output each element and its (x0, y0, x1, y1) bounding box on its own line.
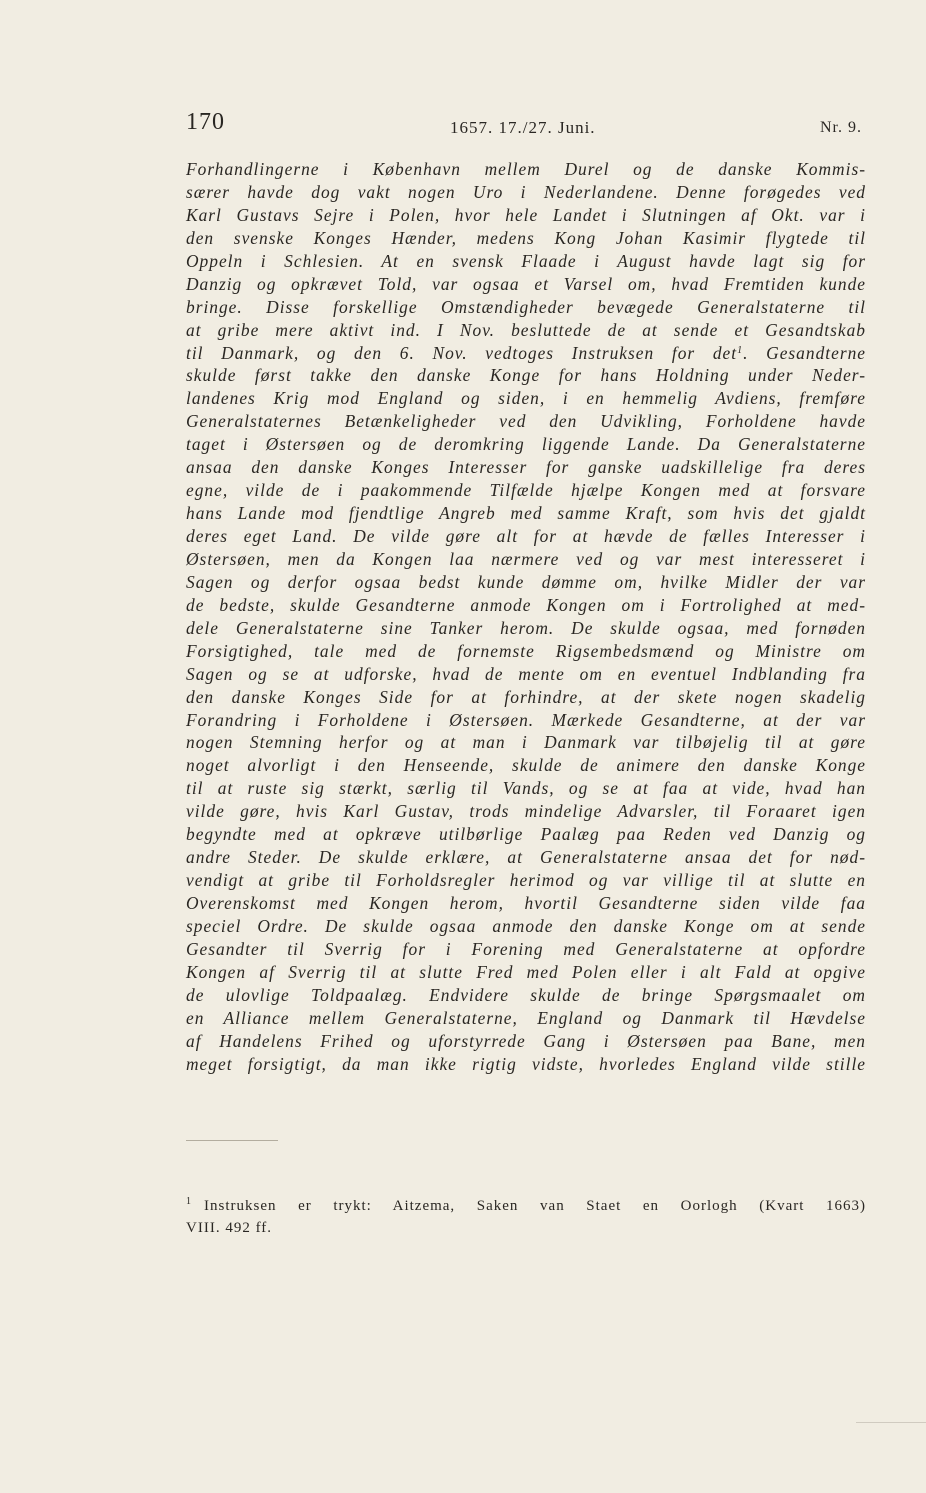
text-line: noget alvorligt i den Henseende, skulde de animere den danske Konge (186, 755, 866, 776)
footnote-mark: 1 (186, 1196, 192, 1207)
text-line: af Handelens Frihed og uforstyrrede Gang i Østersøen paa Bane, men (186, 1030, 866, 1051)
text-line: vendigt at gribe til Forholdsregler herimod og var villige til at slutte en (186, 870, 866, 891)
text-line: vilde gøre, hvis Karl Gustav, trods mindelige Advarsler, til Foraaret igen (186, 801, 866, 822)
text-line-with-footnote (186, 342, 866, 365)
text-line: Østersøen, men da Kongen laa nærmere ved og var mest interesseret i (186, 548, 866, 569)
text-line: Karl Gustavs Sejre i Polen, hvor hele Landet i Slutningen af Okt. var i (186, 204, 866, 225)
text-line-start: til Danmark, og den 6. Nov. vedtoges Instruksen for det (186, 342, 738, 363)
text-line: meget forsigtigt, da man ikke rigtig vidste, hvorledes England vilde stille (186, 1053, 866, 1074)
text-line: deres eget Land. De vilde gøre alt for at hævde de fælles Interesser i (186, 526, 866, 546)
text-line: begyndte med at opkræve utilbørlige Paalæg paa Reden ved Danzig og (186, 824, 866, 845)
text-line: at gribe mere aktivt ind. I Nov. besluttede de at sende et Gesandtskab (186, 319, 866, 340)
text-line: til at ruste sig stærkt, særlig til Vands, og se at faa at vide, hvad han (186, 778, 866, 799)
text-line: taget i Østersøen og de deromkring liggende Lande. Da Generalstaterne (186, 434, 866, 455)
text-line: Forandring i Forholdene i Østersøen. Mærkede Gesandterne, at der var (186, 709, 866, 730)
text-line: ansaa den danske Konges Interesser for ganske uadskillelige fra deres (186, 457, 866, 478)
text-line: dele Generalstaterne sine Tanker herom. De skulde ogsaa, med fornøden (186, 617, 866, 638)
footnote-separator (186, 1140, 278, 1141)
page-edge-divider (856, 1422, 926, 1423)
running-head-number: Nr. 9. (820, 119, 862, 136)
text-line: Gesandter til Sverrig for i Forening med Generalstaterne at opfordre (186, 938, 866, 959)
running-head-date: 1657. 17./27. Juni. (450, 118, 596, 137)
footnote-line: VIII. 492 ff. (186, 1220, 273, 1236)
text-line: hans Lande mod fjendtlige Angreb med samme Kraft, som hvis det gjaldt (186, 503, 866, 524)
text-line-end: . Gesandterne (743, 342, 867, 363)
text-line: egne, vilde de i paakommende Tilfælde hjælpe Kongen med at forsvare (186, 480, 866, 501)
text-line: speciel Ordre. De skulde ogsaa anmode den danske Konge om at sende (186, 915, 866, 936)
text-line: Sagen og se at udforske, hvad de mente om en eventuel Indblanding fra (186, 663, 866, 684)
text-line: nogen Stemning herfor og at man i Danmark var tilbøjelig til at gøre (186, 732, 866, 753)
text-line: andre Steder. De skulde erklære, at Generalstaterne ansaa det for nød- (186, 847, 866, 868)
text-line: Forsigtighed, tale med de fornemste Rigsembedsmænd og Ministre om (186, 640, 866, 661)
text-line: Forhandlingerne i København mellem Durel og de danske Kommis- (186, 159, 866, 179)
text-line: Danzig og opkrævet Told, var ogsaa et Varsel om, hvad Fremtiden kunde (186, 273, 866, 294)
text-line: de bedste, skulde Gesandterne anmode Kongen om i Fortrolighed at med- (186, 594, 866, 615)
text-line: bringe. Disse forskellige Omstændigheder bevægede Generalstaterne til (186, 296, 866, 317)
text-line: en Alliance mellem Generalstaterne, England og Danmark til Hævdelse (186, 1007, 866, 1028)
text-line: landenes Krig mod England og siden, i en hemmelig Avdiens, fremføre (186, 388, 866, 409)
text-line: den svenske Konges Hænder, medens Kong Johan Kasimir flygtede til (186, 227, 866, 248)
text-line: Overenskomst med Kongen herom, hvortil Gesandterne siden vilde faa (186, 893, 866, 913)
text-line: Generalstaternes Betænkeligheder ved den Udvikling, Forholdene havde (186, 411, 866, 432)
footnote-text: Instruksen er trykt: Aitzema, Saken van Staet en Oorlogh (Kvart 1663) (204, 1198, 866, 1214)
text-line: særer havde dog vakt nogen Uro i Nederlandene. Denne forøgedes ved (186, 181, 866, 202)
footnote (186, 1195, 866, 1239)
text-line: den danske Konges Side for at forhindre, at der skete nogen skadelig (186, 686, 866, 707)
footnote-reference[interactable]: 1 (737, 344, 744, 356)
footnote-line (186, 1195, 866, 1217)
text-line: de ulovlige Toldpaalæg. Endvidere skulde de bringe Spørgsmaalet om (186, 984, 866, 1005)
body-text (186, 158, 866, 1076)
page-number: 170 (186, 109, 225, 135)
text-line: Oppeln i Schlesien. At en svensk Flaade i August havde lagt sig for (186, 250, 866, 271)
text-line: Kongen af Sverrig til at slutte Fred med Polen eller i alt Fald at opgive (186, 961, 866, 982)
text-line: skulde først takke den danske Konge for hans Holdning under Neder- (186, 365, 866, 386)
text-line: Sagen og derfor ogsaa bedst kunde dømme om, hvilke Midler der var (186, 571, 866, 592)
